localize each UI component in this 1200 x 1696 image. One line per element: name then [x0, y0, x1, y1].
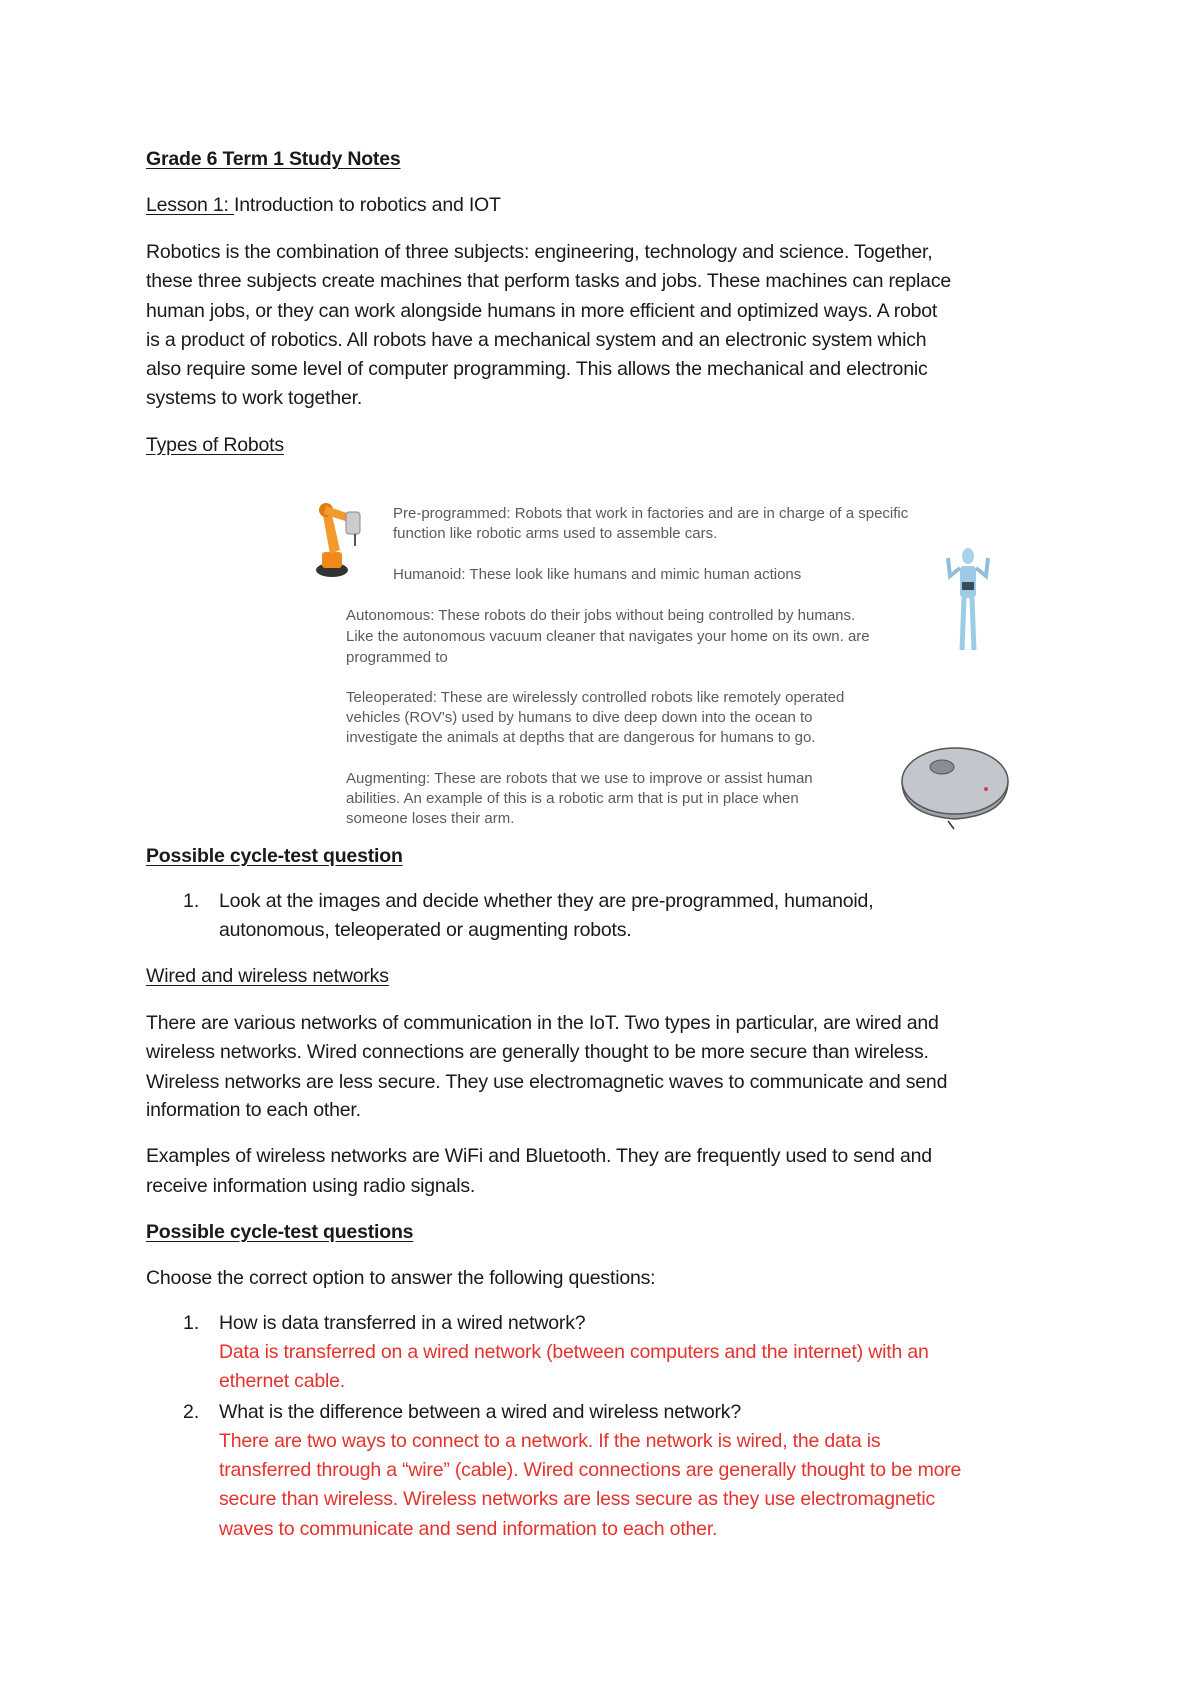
answer-line: ethernet cable.	[219, 1370, 346, 1392]
figure-augmenting: Augmenting: These are robots that we use to improve or assist human	[346, 770, 813, 787]
figure-preprogrammed: Pre-programmed: Robots that work in factories and are in charge of a specific	[393, 505, 909, 522]
page-title: Grade 6 Term 1 Study Notes	[146, 148, 401, 170]
networks-line: There are various networks of communication in the IoT. Two types in particular, are wired and	[146, 1012, 939, 1034]
answer-line: transferred through a “wire” (cable). Wired connections are generally thought to be more	[219, 1459, 962, 1481]
list-item: Look at the images and decide whether they are pre-programmed, humanoid,	[219, 890, 874, 912]
list-number: 1.	[183, 890, 200, 912]
examples-line: receive information using radio signals.	[146, 1175, 476, 1197]
answer-line: waves to communicate and send information to each other.	[219, 1518, 718, 1540]
question-heading-2: Possible cycle-test questions	[146, 1221, 414, 1243]
lesson-label: Lesson 1:	[146, 194, 234, 216]
networks-line: information to each other.	[146, 1099, 361, 1121]
question-intro: Choose the correct option to answer the following questions:	[146, 1267, 656, 1289]
figure-teleoperated: Teleoperated: These are wirelessly controlled robots like remotely operated	[346, 689, 845, 706]
figure-autonomous: Like the autonomous vacuum cleaner that navigates your home on its own. are	[346, 628, 870, 645]
figure-teleoperated: investigate the animals at depths that are dangerous for humans to go.	[346, 729, 816, 746]
figure-humanoid: Humanoid: These look like humans and mimic human actions	[393, 566, 802, 583]
robotic-arm-image	[300, 490, 375, 580]
figure-autonomous: programmed to	[346, 649, 448, 666]
robot-vacuum-image	[898, 745, 1012, 831]
types-heading: Types of Robots	[146, 434, 284, 456]
answer-line: There are two ways to connect to a network. If the network is wired, the data is	[219, 1430, 881, 1452]
humanoid-robot-image	[942, 546, 994, 654]
intro-line: is a product of robotics. All robots have a mechanical system and an electronic system which	[146, 329, 927, 351]
figure-preprogrammed: function like robotic arms used to assemble cars.	[393, 525, 718, 542]
intro-line: systems to work together.	[146, 387, 363, 409]
networks-line: Wireless networks are less secure. They use electromagnetic waves to communicate and send	[146, 1071, 948, 1093]
answer-line: Data is transferred on a wired network (between computers and the internet) with an	[219, 1341, 929, 1363]
examples-line: Examples of wireless networks are WiFi and Bluetooth. They are frequently used to send and	[146, 1145, 932, 1167]
figure-autonomous: Autonomous: These robots do their jobs without being controlled by humans.	[346, 607, 856, 624]
answer-line: secure than wireless. Wireless networks are less secure as they use electromagnetic	[219, 1488, 936, 1510]
networks-line: wireless networks. Wired connections are generally thought to be more secure than wireless.	[146, 1041, 929, 1063]
list-number: 1.	[183, 1312, 200, 1334]
list-number: 2.	[183, 1401, 200, 1423]
question-text: What is the difference between a wired and wireless network?	[219, 1401, 742, 1423]
lesson-heading	[146, 193, 501, 217]
figure-augmenting: abilities. An example of this is a robotic arm that is put in place when	[346, 790, 799, 807]
figure-teleoperated: vehicles (ROV's) used by humans to dive deep down into the ocean to	[346, 709, 813, 726]
figure-augmenting: someone loses their arm.	[346, 810, 515, 827]
intro-line: these three subjects create machines that perform tasks and jobs. These machines can replace	[146, 270, 952, 292]
intro-line: human jobs, or they can work alongside humans in more efficient and optimized ways. A robot	[146, 300, 938, 322]
question-heading-1: Possible cycle-test question	[146, 845, 403, 867]
lesson-title: Introduction to robotics and IOT	[233, 194, 501, 216]
question-text: How is data transferred in a wired network?	[219, 1312, 586, 1334]
list-item: autonomous, teleoperated or augmenting robots.	[219, 919, 632, 941]
networks-heading: Wired and wireless networks	[146, 965, 389, 987]
intro-line: Robotics is the combination of three subjects: engineering, technology and science. Together,	[146, 241, 933, 263]
intro-line: also require some level of computer programming. This allows the mechanical and electronic	[146, 358, 928, 380]
